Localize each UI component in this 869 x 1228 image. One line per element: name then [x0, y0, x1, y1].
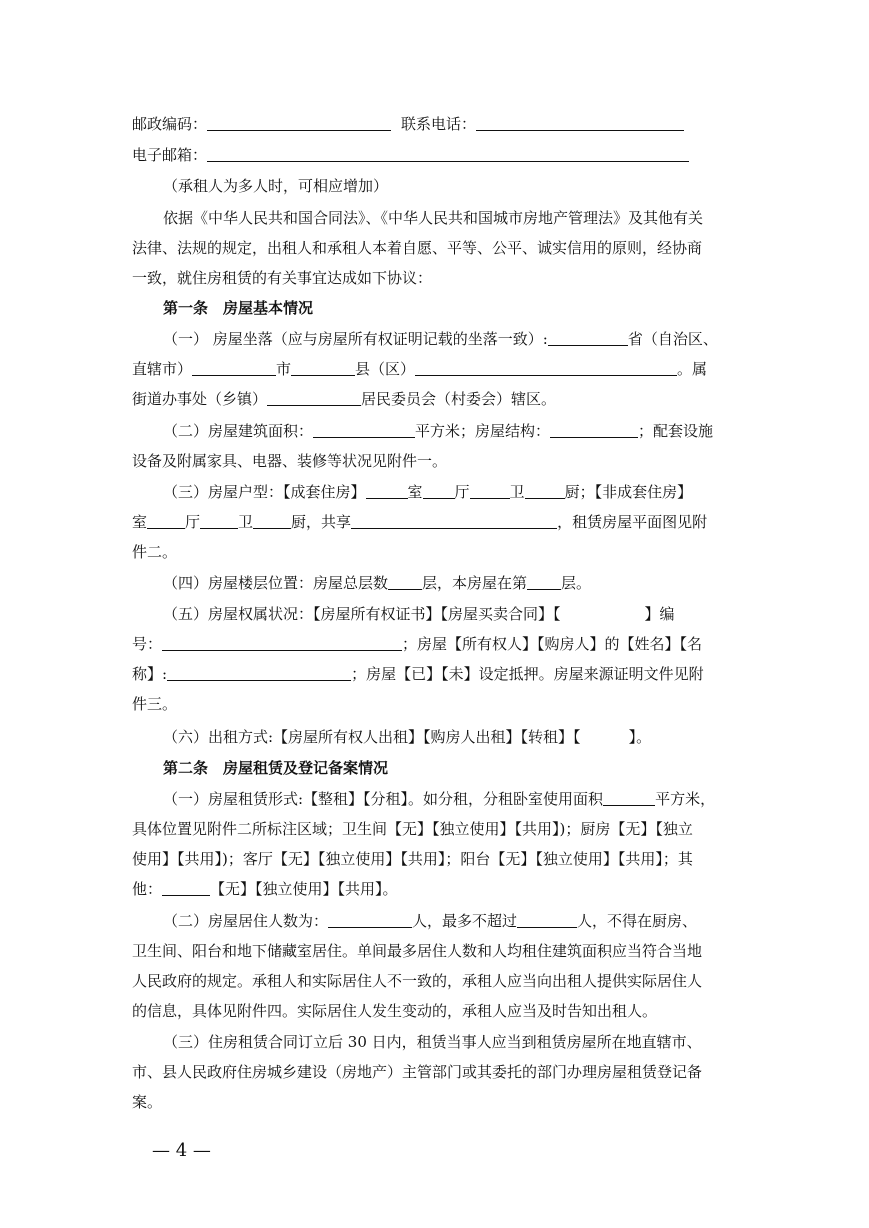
a1-s5-text-a: （五）房屋权属状况：【房屋所有权证书】【房屋买卖合同】【 — [163, 605, 561, 623]
a1-s2-line-1 — [163, 421, 713, 441]
a1-s3-text-f: 室 — [132, 513, 148, 531]
a2-s1-text-f: 【无】【独立使用】【共用】。 — [210, 880, 398, 898]
a2-s1-text-b: 平方米， — [655, 790, 716, 808]
a1-s5-text-d: ；房屋【所有权人】【购房人】的【姓名】【名 — [402, 635, 703, 653]
article-2-title: 第二条 房屋租赁及登记备案情况 — [163, 759, 389, 777]
a1-s3-text-c: 厅 — [454, 483, 470, 501]
page-number: — 4 — — [152, 1140, 211, 1161]
cert-number-blank — [162, 634, 402, 651]
a2-s2-text-b: 人，最多不超过 — [412, 912, 518, 930]
a2-s2-line-2: 卫生间、阳台和地下储藏室居住。单间最多居住人数和人均租住建筑面积应当符合当地 — [132, 942, 703, 960]
a2-s3-line-1: （三）住房租赁合同订立后 30 日内，租赁当事人应当到租赁房屋所在地直辖市、 — [163, 1033, 702, 1051]
owner-name-blank — [167, 664, 351, 681]
postcode-label: 邮政编码： — [132, 115, 208, 133]
a1-s6-text-b: 】。 — [628, 728, 652, 746]
a1-s3-text-e: 厨；【非成套住房】 — [564, 483, 693, 501]
a2-s2-line-4: 的信息，具体见附件四。实际居住人发生变动的，承租人应当及时告知出租人。 — [132, 1002, 658, 1020]
a1-s5-line-3 — [132, 664, 704, 684]
a1-s6-text-a: （六）出租方式:【房屋所有权人出租】【购房人出租】【转租】【 — [163, 728, 581, 746]
a1-s1-text-h: 居民委员会（村委会）辖区。 — [361, 390, 557, 408]
a1-s1-text-b: 省（自治区、 — [627, 330, 718, 348]
a1-s3-text-i: 厨，共享 — [291, 513, 352, 531]
halls-blank — [423, 482, 455, 499]
shared-blank — [351, 512, 557, 529]
city-blank — [192, 359, 276, 376]
a1-s1-text-c: 直辖市） — [132, 360, 193, 378]
postcode-blank — [207, 114, 391, 131]
a1-s4-text-c: 层。 — [561, 574, 592, 592]
a2-s3-line-3: 案。 — [132, 1093, 163, 1111]
a1-s5-text-f: ；房屋【已】【未】设定抵押。房屋来源证明文件见附 — [351, 665, 704, 683]
article-1-title: 第一条 房屋基本情况 — [163, 299, 314, 317]
area-blank — [313, 421, 415, 438]
a1-s1-text-d: 市 — [276, 360, 292, 378]
email-label: 电子邮箱： — [132, 146, 208, 164]
email-row — [132, 145, 689, 165]
a1-s4-line — [163, 573, 591, 593]
email-blank — [207, 145, 689, 162]
nc-halls-blank — [200, 512, 238, 529]
a2-s2-line-3: 人民政府的规定。承租人和实际居住人不一致的，承租人应当向出租人提供实际居住人 — [132, 972, 703, 990]
a2-s1-line-1 — [163, 789, 715, 809]
phone-label: 联系电话： — [401, 115, 477, 133]
other-blank — [162, 879, 210, 896]
intro-line-2: 法律、法规的规定，出租人和承租人本着自愿、平等、公平、诚实信用的原则，经协商 — [132, 239, 703, 257]
a1-s2-text-b: 平方米；房屋结构： — [415, 422, 551, 440]
county-blank — [291, 359, 355, 376]
a1-s2-text-c: ；配套设施 — [638, 422, 714, 440]
a1-s3-line-1 — [163, 482, 692, 502]
a1-s5-line-1 — [163, 604, 675, 624]
floor-blank — [527, 573, 561, 590]
a1-s3-text-g: 厅 — [185, 513, 201, 531]
a2-s1-line-4 — [132, 879, 398, 899]
a1-s1-line-3 — [132, 389, 556, 409]
street-office-blank — [267, 389, 361, 406]
a1-s5-line-2 — [132, 634, 702, 654]
a2-s2-text-c: 人，不得在厨房、 — [577, 912, 698, 930]
a2-s2-text-a: （二）房屋居住人数为： — [163, 912, 329, 930]
postcode-row — [132, 114, 684, 134]
a1-s1-text-a: （一） 房屋坐落（应与房屋所有权证明记载的坐落一致）: — [163, 330, 548, 348]
a1-s1-line-2 — [132, 359, 707, 379]
a2-s3-line-2: 市、县人民政府住房城乡建设（房地产）主管部门或其委托的部门办理房屋租赁登记备 — [132, 1063, 703, 1081]
a1-s3-line-3: 件二。 — [132, 543, 178, 561]
a1-s1-line-1 — [163, 329, 718, 349]
a2-s2-line-1 — [163, 911, 697, 931]
nc-baths-blank — [253, 512, 291, 529]
a1-s1-text-f: 。属 — [677, 360, 708, 378]
address-blank — [415, 359, 677, 376]
a1-s4-text-b: 层，本房屋在第 — [422, 574, 528, 592]
nc-rooms-blank — [147, 512, 185, 529]
a1-s3-line-2 — [132, 512, 707, 532]
baths-blank — [470, 482, 510, 499]
a2-s1-text-e: 他： — [132, 880, 163, 898]
multi-tenant-note: （承租人为多人时，可相应增加） — [163, 177, 389, 195]
a1-s3-text-b: 室 — [407, 483, 423, 501]
a2-s1-line-2: 具体位置见附件二所标注区域；卫生间【无】【独立使用】【共用】)；厨房【无】【独立 — [132, 820, 693, 838]
kitchens-blank — [525, 482, 565, 499]
residents-blank — [328, 911, 412, 928]
a2-s1-text-a: （一）房屋租赁形式:【整租】【分租】。如分租，分租卧室使用面积 — [163, 790, 604, 808]
province-blank — [548, 329, 628, 346]
a1-s5-text-c: 号： — [132, 635, 163, 653]
a1-s3-text-j: ，租赁房屋平面图见附 — [557, 513, 708, 531]
a1-s5-text-b: 】编 — [644, 605, 675, 623]
phone-blank — [476, 114, 684, 131]
a1-s2-text-a: （二）房屋建筑面积： — [163, 422, 314, 440]
structure-blank — [550, 421, 638, 438]
rooms-blank — [366, 482, 408, 499]
a1-s5-line-4: 件三。 — [132, 695, 178, 713]
a2-s1-line-3: 使用】【共用】)；客厅【无】【独立使用】【共用】；阳台【无】【独立使用】【共用】；其 — [132, 850, 693, 868]
a1-s3-text-a: （三）房屋户型：【成套住房】 — [163, 483, 366, 501]
a1-s3-text-h: 卫 — [238, 513, 254, 531]
max-residents-blank — [517, 911, 577, 928]
a1-s2-line-2: 设备及附属家具、电器、装修等状况见附件一。 — [132, 452, 448, 470]
a1-s4-text-a: （四）房屋楼层位置：房屋总层数 — [163, 574, 389, 592]
intro-line-1: 依据《中华人民共和国合同法》、《中华人民共和国城市房地产管理法》及其他有关 — [163, 209, 704, 227]
intro-line-3: 一致，就住房租赁的有关事宜达成如下协议： — [132, 269, 433, 287]
a1-s6-line — [163, 727, 651, 747]
total-floors-blank — [388, 573, 422, 590]
a1-s1-text-g: 街道办事处（乡镇） — [132, 390, 268, 408]
a1-s5-text-e: 称】: — [132, 665, 168, 683]
a1-s1-text-e: 县（区） — [355, 360, 416, 378]
bedroom-area-blank — [603, 789, 655, 806]
a1-s3-text-d: 卫 — [509, 483, 525, 501]
